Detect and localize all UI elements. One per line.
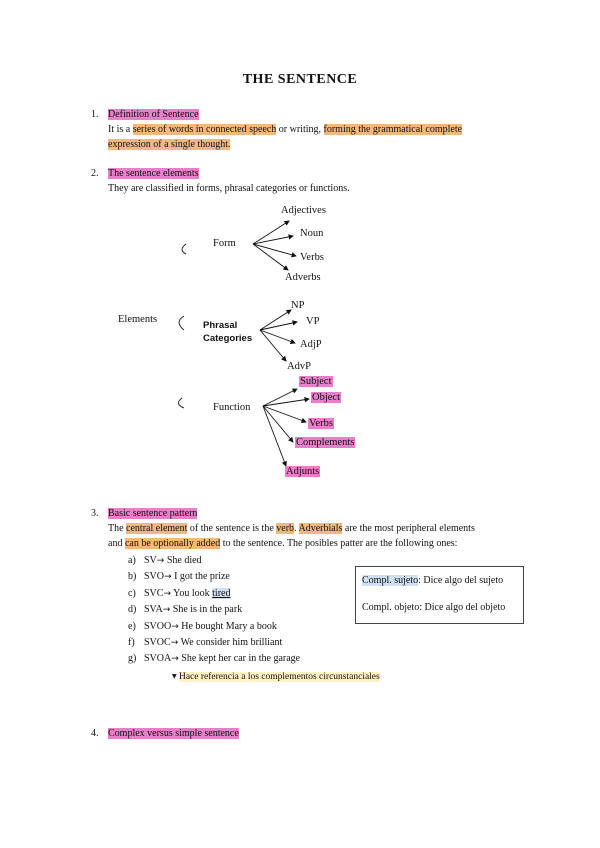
arrow-icon: → [164, 572, 172, 583]
arrow-icon: → [162, 605, 171, 616]
section-3-heading-line [108, 507, 197, 521]
list-item: b) SVO→ I got the prize [128, 571, 230, 583]
form-item-verbs: Verbs [300, 252, 324, 263]
list-item: e) SVOO→ He bought Mary a book [128, 620, 277, 632]
adverbial-note [172, 670, 380, 684]
box-line-1: Compl. sujeto: Dice algo del sujeto [362, 575, 504, 586]
s3-text-p2c: to the sentence. The posibles patter are the following ones: [220, 538, 458, 549]
phrasal-item-vp: VP [306, 316, 320, 327]
section-3-para-line-2 [108, 537, 457, 551]
s1-highlight-forming: forming the grammatical complete [323, 124, 463, 135]
section-1-number: 1. [91, 109, 99, 120]
arrow-icon: → [156, 556, 165, 566]
function-item-object: Object [312, 392, 340, 403]
list-item: d) SVA→ She is in the park [128, 604, 243, 616]
phrasal-label-line-1: Phrasal [203, 320, 238, 331]
s3-highlight-adverbials: Adverbials [298, 523, 343, 534]
function-item-verbs: Verbs [309, 418, 333, 429]
note-text: Hace referencia a los complementos circunstanciales [179, 672, 380, 682]
form-item-noun: Noun [300, 228, 324, 239]
s3-text-c: of the sentence is the [187, 523, 277, 534]
s3-highlight-central: central element [126, 523, 188, 534]
diagram-phrasal-label [203, 319, 252, 345]
function-item-adjunts: Adjunts [286, 466, 320, 477]
diagram-root-elements: Elements [118, 314, 158, 325]
s3-text-p2a: and [108, 538, 125, 549]
section-4-heading-line [108, 727, 239, 741]
section-4-heading: Complex versus simple sentence [108, 728, 239, 739]
section-1-heading: Definition of Sentence [108, 109, 199, 120]
form-item-adjectives: Adjectives [281, 205, 326, 216]
highlight-tired: tired [212, 587, 231, 599]
arrow-icon: → [171, 621, 179, 632]
phrasal-label-line-2: Categories [203, 333, 253, 344]
arrow-icon: → [170, 638, 179, 649]
s1-highlight-series: series of words in connected speech [132, 124, 277, 135]
list-item: a) SV→ She died [128, 555, 202, 566]
pattern-list [128, 553, 300, 668]
list-item: g) SVOA→ She kept her car in the garage [128, 653, 301, 665]
box-compl-sujeto: Compl. sujeto [362, 575, 419, 586]
section-4-number: 4. [91, 728, 99, 739]
section-3-para-line-1 [108, 522, 475, 536]
box-line-2: Compl. objeto: Dice algo del objeto [362, 602, 506, 613]
s3-text-a: The [108, 523, 127, 534]
section-3-number: 3. [91, 508, 99, 519]
diagram-function-label: Function [213, 402, 251, 413]
s3-text-g: are the most peripheral elements [342, 523, 475, 534]
s1-highlight-expression: expression of a single thought. [108, 139, 231, 150]
page-title: THE SENTENCE [242, 72, 358, 87]
list-item: f) SVOC→ We consider him brilliant [128, 637, 283, 649]
phrasal-item-np: NP [291, 300, 305, 311]
function-item-subject: Subject [300, 376, 332, 387]
arrow-icon: → [163, 588, 171, 599]
s3-highlight-verb: verb [276, 523, 295, 534]
section-2-text: They are classified in forms, phrasal categories or functions. [108, 183, 350, 194]
section-2-heading: The sentence elements [108, 168, 199, 179]
function-item-complements: Complements [296, 437, 355, 448]
s3-highlight-optional: can be optionally added [124, 538, 221, 549]
form-item-adverbs: Adverbs [285, 272, 321, 283]
section-2-number: 2. [91, 168, 99, 179]
s1-text-a: It is a [108, 124, 133, 135]
phrasal-item-adjp: AdjP [300, 339, 322, 350]
section-3-heading: Basic sentence pattern [108, 508, 198, 519]
s1-text-c: or writing, [276, 124, 324, 135]
arrow-icon: → [171, 654, 179, 665]
list-item: c) SVC→ You look tired [128, 587, 231, 599]
complement-note-box [355, 566, 524, 624]
phrasal-item-advp: AdvP [287, 361, 311, 372]
note-marker-icon: ▼ [172, 673, 177, 680]
diagram-form-label: Form [213, 238, 236, 249]
s3-text-e: . [294, 523, 299, 534]
